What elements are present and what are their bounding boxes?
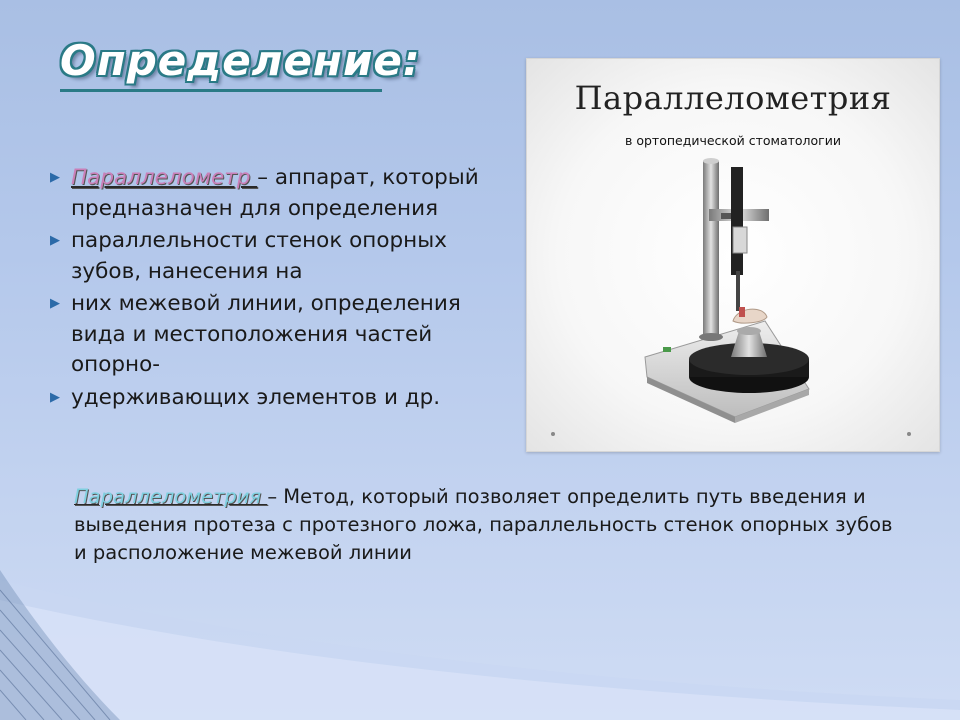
image-dot-left [551,432,555,436]
bullet-text-2: параллельности стенок опорных зубов, нанесения на [71,228,447,284]
triangle-right-icon: ▶ [50,170,60,185]
triangle-right-icon: ▶ [50,233,60,248]
image-title: Параллелометрия [574,79,892,117]
bullet-list [50,163,520,415]
triangle-right-icon: ▶ [50,296,60,311]
bullet-item-2 [50,226,520,287]
decorative-wave [0,570,960,720]
bullet-item-3 [50,289,520,381]
definition-text-1: – Метод, который позволяет определить путь введения и [267,485,866,508]
triangle-right-icon: ▶ [50,389,60,405]
bullet-text-4: удерживающих элементов и др. [71,384,441,410]
slide-title: Определение: [60,36,421,85]
bullet-item-4 [50,383,520,414]
definition-paragraph [74,483,904,567]
title-underline [60,89,382,92]
term-parallelometry: Параллелометрия [74,485,268,508]
parallelometer-image [526,58,940,452]
image-dot-right [907,432,911,436]
term-parallelometer: Параллелометр [71,165,258,190]
bullet-text-1: – аппарат, который предназначен для определения [71,165,479,221]
image-subtitle: в ортопедической стоматологии [625,133,841,148]
parallelometer-illustration [527,59,939,451]
definition-text-2: выведения протеза с протезного ложа, параллельность стенок опорных зубов и расположение межевой линии [74,513,893,564]
bullet-text-3: них межевой линии, определения вида и местоположения частей опорно- [71,291,461,377]
bullet-item-1 [50,163,520,224]
